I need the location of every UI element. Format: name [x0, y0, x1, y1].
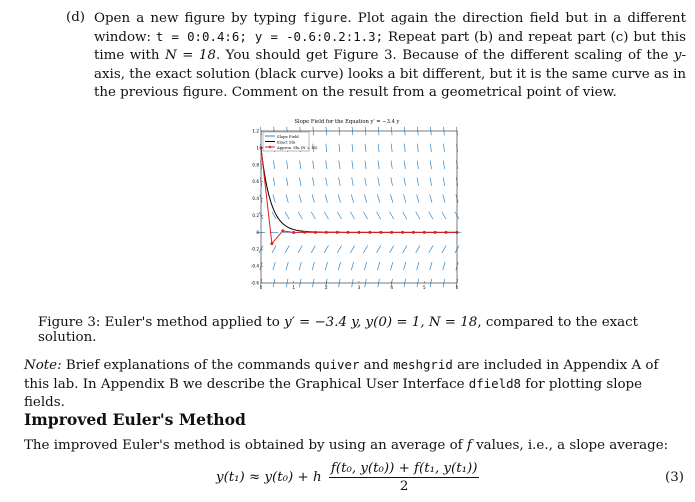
y-tick-label: -0.6: [250, 280, 259, 286]
approx-point: [445, 231, 448, 234]
approx-point: [423, 231, 426, 234]
y-tick-label: -0.2: [250, 246, 259, 252]
approx-point: [347, 231, 350, 234]
part-d-paragraph: [66, 9, 687, 102]
legend-field-label: Slope Field: [277, 134, 299, 139]
text: for plotting slope fields.: [24, 377, 643, 411]
y-tick-label: 0.2: [252, 212, 259, 218]
approx-point: [390, 231, 393, 234]
approx-point: [412, 231, 415, 234]
code-ranges: t = 0:0.4:6; y = -0.6:0.2:1.3;: [155, 29, 384, 45]
x-tick-label: 5: [422, 285, 426, 290]
math-f: f: [466, 438, 472, 453]
x-tick-label: 0: [259, 285, 263, 290]
text: are included in Appendix A of this lab. In Appendix B we describe the Graphical User Interface: [24, 358, 659, 393]
x-tick-label: 2: [324, 285, 328, 290]
code-figure: figure: [302, 10, 348, 25]
approx-point: [379, 231, 382, 234]
equation-fraction: [329, 461, 480, 494]
text: . Plot again the direction field but in a different window:: [94, 11, 686, 46]
figure-3-plot: [231, 114, 463, 290]
approx-point: [368, 231, 371, 234]
approx-point: [336, 231, 339, 234]
note-label: Note:: [24, 358, 62, 373]
code-quiver: quiver: [314, 357, 360, 372]
text: values, i.e., a slope average:: [471, 438, 669, 453]
y-tick-label: -0.4: [250, 263, 259, 269]
approx-point: [270, 242, 273, 245]
text: and: [359, 358, 394, 373]
legend-approx-marker: [269, 146, 271, 148]
approx-point: [314, 231, 317, 234]
chart-title: Slope Field for the Equation y′ = −3.4 y: [294, 119, 400, 125]
equation-lhs: y(t₁) ≈ y(t₀) + h: [216, 470, 322, 485]
math-y: y: [673, 48, 682, 64]
equation-denominator: 2: [399, 479, 409, 494]
approx-point: [292, 231, 295, 234]
text: -axis, the exact solution (black curve) looks a bit different, but it is the same curve as in the previous figure. Comment on the result from a geometrical point of view.: [94, 48, 686, 100]
approx-point: [281, 229, 284, 232]
part-d-label: (d): [66, 10, 86, 25]
approx-point: [325, 231, 328, 234]
y-tick-label: 0.4: [252, 196, 259, 202]
y-tick-label: 0.8: [252, 162, 259, 168]
y-tick-label: 1: [256, 145, 259, 151]
equation-3: [216, 461, 479, 494]
note-paragraph: [24, 356, 686, 413]
equation-numerator: f(t₀, y(t₀)) + f(t₁, y(t₁)): [330, 461, 478, 476]
equation-number: (3): [665, 470, 684, 485]
text: The improved Euler's method is obtained by using an average of: [24, 438, 467, 453]
caption-text: , compared to the exact solution.: [38, 315, 639, 345]
text: Repeat part (b) and repeat part (c) but this time with: [94, 30, 687, 64]
approx-point: [401, 231, 404, 234]
approx-point: [434, 231, 437, 234]
x-tick-label: 3: [357, 285, 361, 290]
y-tick-label: 0: [256, 229, 259, 235]
text: . You should get Figure 3. Because of the different scaling of the: [215, 48, 674, 64]
y-tick-label: 0.6: [252, 179, 259, 185]
text: Brief explanations of the commands: [61, 358, 315, 373]
legend-exact-label: Exact Sln: [277, 139, 296, 145]
legend-approx-label: Approx. Sln (N = 18): [277, 145, 318, 150]
code-dfield8: dfield8: [468, 376, 521, 392]
x-tick-label: 1: [292, 285, 296, 290]
caption-equation: y′ = −3.4 y, y(0) = 1, N = 18: [284, 315, 478, 330]
x-tick-label: 6: [455, 285, 459, 290]
approx-point: [357, 231, 360, 234]
caption-text: Figure 3: Euler's method applied to: [38, 315, 285, 330]
text: Open a new figure by typing: [94, 11, 303, 26]
section-heading: Improved Euler's Method: [24, 410, 246, 429]
y-tick-label: 1.2: [252, 128, 259, 134]
math-n: N = 18: [165, 48, 216, 64]
approx-point: [303, 231, 306, 234]
x-tick-label: 4: [390, 285, 394, 290]
code-meshgrid: meshgrid: [393, 357, 453, 372]
figure-3-caption: [38, 315, 678, 345]
section-intro: [24, 438, 668, 453]
